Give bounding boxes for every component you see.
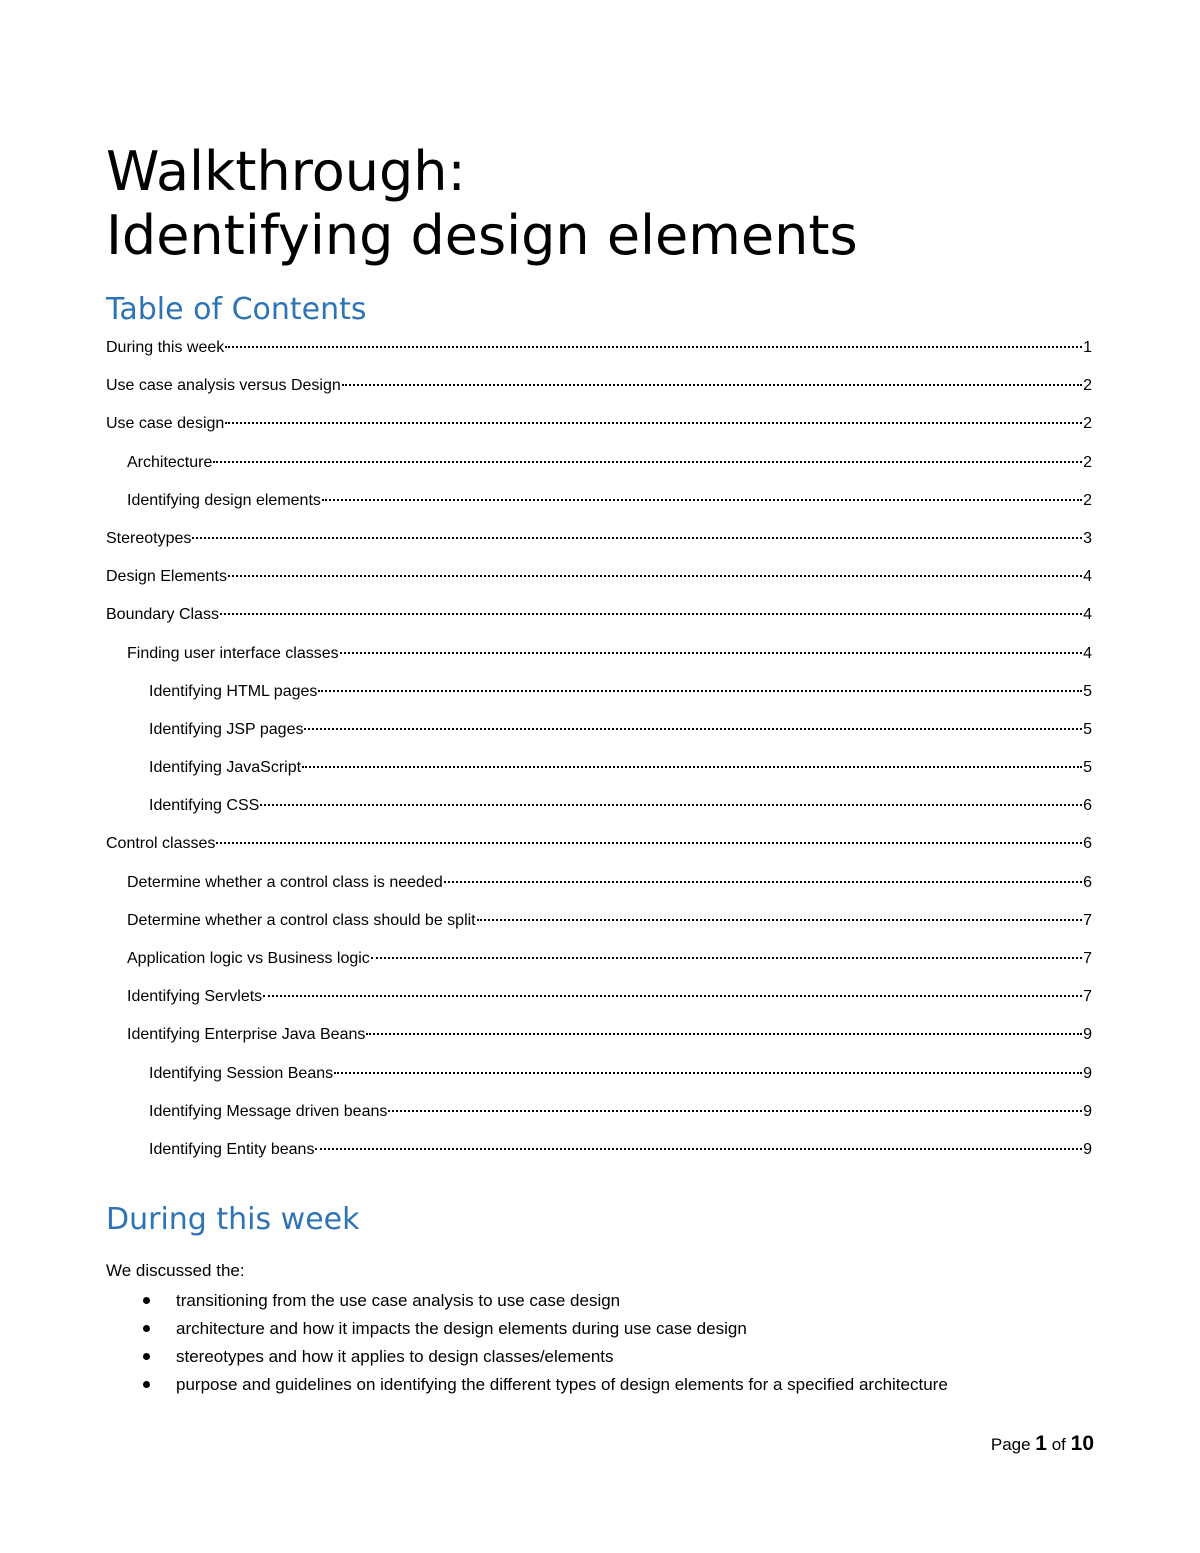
section-heading: During this week <box>106 1202 360 1237</box>
toc-dot-leader <box>315 1148 1082 1150</box>
toc-entry-page-number: 5 <box>1083 682 1092 700</box>
toc-entry[interactable] <box>106 1016 1092 1054</box>
bullet-item <box>106 1287 948 1315</box>
bullet-dot-icon <box>143 1297 150 1304</box>
bullet-text: architecture and how it impacts the design elements during use case design <box>176 1319 747 1338</box>
toc-entry[interactable] <box>106 940 1092 978</box>
bullet-item <box>106 1315 948 1343</box>
toc-entry-page-number: 1 <box>1083 339 1092 356</box>
toc-entry-page-number: 4 <box>1083 568 1092 586</box>
toc-entry-text: Identifying Message driven beans <box>149 1102 388 1120</box>
document-title <box>106 140 858 268</box>
toc-entry[interactable] <box>106 635 1092 673</box>
toc-entry[interactable] <box>106 596 1092 634</box>
toc-entry-page-number: 2 <box>1083 453 1092 471</box>
title-line-2: Identifying design elements <box>106 204 858 267</box>
toc-dot-leader <box>334 1072 1082 1074</box>
toc-entry-text: During this week <box>106 339 225 356</box>
bullet-text: transitioning from the use case analysis to use case design <box>176 1291 621 1310</box>
toc-entry[interactable] <box>106 558 1092 596</box>
bullet-item <box>106 1371 948 1399</box>
toc-entry[interactable] <box>106 1093 1092 1131</box>
bullet-dot-icon <box>143 1353 150 1360</box>
toc-entry-page-number: 9 <box>1083 1140 1092 1158</box>
toc-dot-leader <box>444 881 1082 883</box>
toc-dot-leader <box>213 461 1082 463</box>
toc-entry-page-number: 9 <box>1083 1064 1092 1082</box>
toc-entry-page-number: 4 <box>1083 644 1092 662</box>
toc-entry-text: Boundary Class <box>106 606 219 624</box>
toc-entry-text: Architecture <box>127 453 213 471</box>
toc-entry-page-number: 7 <box>1083 988 1092 1006</box>
toc-entry[interactable] <box>106 1055 1092 1093</box>
toc-dot-leader <box>477 919 1082 921</box>
toc-dot-leader <box>340 652 1082 654</box>
toc-entry[interactable] <box>106 367 1092 405</box>
toc-entry[interactable] <box>106 405 1092 443</box>
toc-dot-leader <box>342 384 1082 386</box>
toc-dot-leader <box>371 957 1082 959</box>
toc-entry[interactable] <box>106 520 1092 558</box>
toc-entry-text: Identifying design elements <box>127 491 321 509</box>
toc-dot-leader <box>220 613 1082 615</box>
toc-dot-leader <box>302 766 1082 768</box>
toc-entry[interactable] <box>106 978 1092 1016</box>
toc-entry-page-number: 2 <box>1083 415 1092 433</box>
toc-entry[interactable] <box>106 482 1092 520</box>
toc-entry-text: Application logic vs Business logic <box>127 950 370 967</box>
footer-total-pages: 10 <box>1070 1432 1094 1455</box>
section-intro: We discussed the: <box>106 1261 245 1280</box>
toc-entry[interactable] <box>106 902 1092 940</box>
toc-entry-text: Determine whether a control class should be split <box>127 911 476 929</box>
bullet-text: stereotypes and how it applies to design classes/elements <box>176 1347 614 1366</box>
toc-dot-leader <box>216 842 1082 844</box>
toc-entry[interactable] <box>106 673 1092 711</box>
toc-dot-leader <box>225 346 1082 348</box>
footer-page-word: Page <box>990 1435 1031 1454</box>
bullet-text: purpose and guidelines on identifying the different types of design elements for a specified architecture <box>176 1375 948 1394</box>
bullet-item <box>106 1343 948 1371</box>
toc-entry-text: Control classes <box>106 835 216 853</box>
toc-entry-page-number: 7 <box>1083 950 1092 967</box>
toc-dot-leader <box>192 537 1082 539</box>
toc-entry-page-number: 2 <box>1083 377 1092 395</box>
toc-dot-leader <box>228 575 1082 577</box>
toc-entry-text: Determine whether a control class is needed <box>127 873 443 891</box>
toc-dot-leader <box>366 1033 1082 1035</box>
toc-entry-page-number: 2 <box>1083 491 1092 509</box>
toc-dot-leader <box>322 499 1082 501</box>
toc-entry-page-number: 4 <box>1083 606 1092 624</box>
toc-entry-page-number: 9 <box>1083 1026 1092 1044</box>
toc-entry-text: Identifying Enterprise Java Beans <box>127 1026 366 1044</box>
bullet-list <box>106 1287 948 1399</box>
toc-entry-page-number: 7 <box>1083 911 1092 929</box>
toc-entry[interactable] <box>106 1131 1092 1169</box>
table-of-contents <box>106 329 1092 1169</box>
title-line-1: Walkthrough: <box>106 140 466 203</box>
toc-entry-text: Use case design <box>106 415 225 433</box>
toc-entry-text: Identifying CSS <box>149 797 260 815</box>
toc-entry[interactable] <box>106 825 1092 863</box>
toc-entry-page-number: 5 <box>1083 720 1092 738</box>
toc-dot-leader <box>225 422 1082 424</box>
toc-entry-text: Use case analysis versus Design <box>106 377 341 395</box>
bullet-dot-icon <box>143 1381 150 1388</box>
toc-entry-page-number: 6 <box>1083 873 1092 891</box>
toc-entry-text: Identifying Servlets <box>127 988 263 1006</box>
toc-entry-page-number: 3 <box>1083 529 1092 547</box>
toc-entry-text: Identifying Entity beans <box>149 1140 315 1158</box>
toc-entry[interactable] <box>106 749 1092 787</box>
toc-entry-text: Identifying HTML pages <box>149 682 318 700</box>
footer-of-word: of <box>1051 1435 1066 1454</box>
toc-entry[interactable] <box>106 864 1092 902</box>
toc-dot-leader <box>263 995 1082 997</box>
footer-current-page: 1 <box>1035 1432 1047 1455</box>
bullet-dot-icon <box>143 1325 150 1332</box>
toc-entry-text: Finding user interface classes <box>127 644 339 662</box>
toc-dot-leader <box>304 728 1082 730</box>
toc-entry-page-number: 9 <box>1083 1102 1092 1120</box>
toc-dot-leader <box>388 1110 1082 1112</box>
toc-entry-text: Identifying JSP pages <box>149 720 304 738</box>
toc-heading: Table of Contents <box>106 292 367 327</box>
toc-entry[interactable] <box>106 787 1092 825</box>
toc-entry-text: Design Elements <box>106 568 227 586</box>
toc-dot-leader <box>260 804 1082 806</box>
toc-dot-leader <box>318 690 1082 692</box>
page-footer <box>991 1430 1094 1459</box>
toc-entry[interactable] <box>106 329 1092 367</box>
toc-entry-page-number: 6 <box>1083 835 1092 853</box>
toc-entry-text: Identifying JavaScript <box>149 759 302 777</box>
toc-entry[interactable] <box>106 711 1092 749</box>
toc-entry-text: Identifying Session Beans <box>149 1064 334 1082</box>
toc-entry-page-number: 6 <box>1083 797 1092 815</box>
toc-entry-page-number: 5 <box>1083 759 1092 777</box>
toc-entry-text: Stereotypes <box>106 529 192 547</box>
toc-entry[interactable] <box>106 444 1092 482</box>
